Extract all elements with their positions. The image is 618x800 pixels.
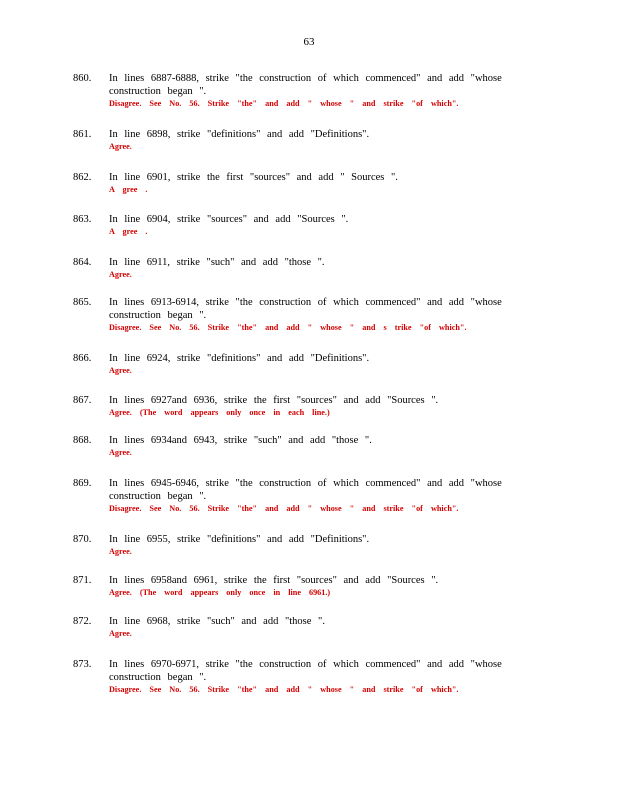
amendment-entry — [0, 296, 618, 334]
page-number: 63 — [303, 36, 315, 48]
amendment-text: construction began ". — [109, 310, 207, 321]
response-text: Agree. (The word appears only once in line 6961.) — [109, 588, 331, 597]
response-text: Agree. (The word appears only once in each line.) — [109, 408, 330, 417]
amendment-number: 869. — [73, 478, 92, 489]
amendment-text: In line 6968, strike "such" and add "those ". — [109, 616, 325, 627]
response-text: Disagree. See No. 56. Strike "the" and add " whose " and strike "of which". — [109, 504, 459, 513]
response-text: A gree . — [109, 185, 148, 194]
amendment-text: construction began ". — [109, 672, 207, 683]
amendment-number: 864. — [73, 257, 92, 268]
amendment-entry — [0, 213, 618, 238]
amendment-text: In line 6924, strike "definitions" and add "Definitions". — [109, 353, 370, 364]
amendment-entry — [0, 128, 618, 153]
amendment-text: construction began ". — [109, 491, 207, 502]
response-text: Agree. — [109, 547, 132, 556]
amendment-text: In lines 6887-6888, strike "the construction of which commenced" and add "whose — [109, 73, 502, 84]
amendment-entry — [0, 574, 618, 599]
amendment-entry — [0, 615, 618, 640]
amendment-text: In line 6904, strike "sources" and add "Sources ". — [109, 214, 349, 225]
amendment-text: In lines 6945-6946, strike "the construction of which commenced" and add "whose — [109, 478, 502, 489]
amendment-number: 872. — [73, 616, 92, 627]
amendment-text: In lines 6958and 6961, strike the first "sources" and add "Sources ". — [109, 575, 439, 586]
response-text: Agree. — [109, 366, 132, 375]
amendment-text: In line 6898, strike "definitions" and add "Definitions". — [109, 129, 370, 140]
response-text: A gree . — [109, 227, 148, 236]
amendment-number: 866. — [73, 353, 92, 364]
amendment-list — [0, 72, 618, 694]
amendment-number: 860. — [73, 73, 92, 84]
amendment-entry — [0, 394, 618, 419]
amendment-entry — [0, 434, 618, 459]
amendment-entry — [0, 352, 618, 377]
amendment-text: In lines 6927and 6936, strike the first "sources" and add "Sources ". — [109, 395, 439, 406]
amendment-text: In line 6955, strike "definitions" and add "Definitions". — [109, 534, 370, 545]
amendment-number: 871. — [73, 575, 92, 586]
response-text: Disagree. See No. 56. Strike "the" and add " whose " and strike "of which". — [109, 685, 459, 694]
response-text: Agree. — [109, 629, 132, 638]
amendment-entry — [0, 533, 618, 558]
amendment-number: 863. — [73, 214, 92, 225]
amendment-number: 861. — [73, 129, 92, 140]
amendment-text: In lines 6913-6914, strike "the construction of which commenced" and add "whose — [109, 297, 502, 308]
response-text: Agree. — [109, 448, 132, 457]
amendment-text: construction began ". — [109, 86, 207, 97]
response-text: Disagree. See No. 56. Strike "the" and add " whose " and s trike "of which". — [109, 323, 467, 332]
amendment-text: In line 6901, strike the first "sources" and add " Sources ". — [109, 172, 398, 183]
amendment-number: 865. — [73, 297, 92, 308]
amendment-text: In lines 6970-6971, strike "the construction of which commenced" and add "whose — [109, 659, 502, 670]
response-text: Agree. — [109, 270, 132, 279]
amendment-number: 867. — [73, 395, 92, 406]
response-text: Agree. — [109, 142, 132, 151]
amendment-entry — [0, 256, 618, 281]
amendment-entry — [0, 72, 618, 110]
amendment-number: 870. — [73, 534, 92, 545]
response-text: Disagree. See No. 56. Strike "the" and add " whose " and strike "of which". — [109, 99, 459, 108]
amendment-entry — [0, 477, 618, 515]
amendment-text: In lines 6934and 6943, strike "such" and add "those ". — [109, 435, 372, 446]
amendment-number: 868. — [73, 435, 92, 446]
amendment-number: 862. — [73, 172, 92, 183]
amendment-number: 873. — [73, 659, 92, 670]
amendment-entry — [0, 171, 618, 196]
amendment-entry — [0, 658, 618, 696]
amendment-text: In line 6911, strike "such" and add "those ". — [109, 257, 325, 268]
